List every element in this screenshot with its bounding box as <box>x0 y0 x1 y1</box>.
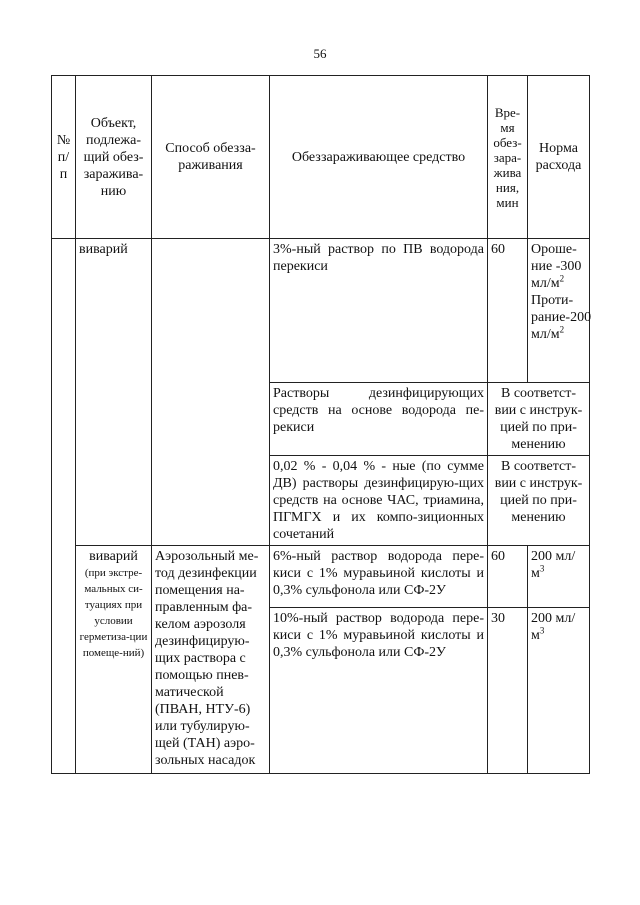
instruction-cell: В соответст-вии с инструк-цией по при-менению <box>488 383 590 456</box>
disinfection-table <box>51 75 590 774</box>
time-cell: 30 <box>488 608 528 774</box>
time-cell: 60 <box>488 239 528 383</box>
object-cell: виварий <box>76 239 152 546</box>
norm-cell: 200 $мл/м^3$ <box>528 546 590 608</box>
page-number: 56 <box>313 46 327 61</box>
header-time: Вре-мя обез-зара-жива ния, мин <box>488 76 528 239</box>
object-name: виварий <box>89 549 138 564</box>
num-cell <box>52 239 76 774</box>
header-num: № п/п <box>52 76 76 239</box>
object-note: (при экстре-мальных си-туациях при условии герметиза-ции помеще-ний) <box>79 567 148 659</box>
header-object: Объект, подлежа-щий обез-заражива-нию <box>76 76 152 239</box>
method-cell <box>152 239 270 546</box>
table-header-row <box>52 76 590 239</box>
norm-cell <box>528 239 590 383</box>
norm-irrigation: Ороше-ние -300 $мл/м^2$ <box>531 242 582 291</box>
table-row <box>52 546 590 608</box>
object-cell <box>76 546 152 774</box>
agent-cell: 10%-ный раствор водорода пере-киси с 1% муравьиной кислоты и 0,3% сульфонола или СФ-2У <box>270 608 488 774</box>
header-agent: Обеззараживающее средство <box>270 76 488 239</box>
instruction-cell: В соответст-вии с инструк-цией по при-менению <box>488 456 590 546</box>
header-method: Способ обезза-раживания <box>152 76 270 239</box>
agent-cell: 0,02 % - 0,04 % - ные (по сумме ДВ) растворы дезинфицирую-щих средств на основе ЧАС, триамина, ПГМГХ и их компо-зиционных сочетаний <box>270 456 488 546</box>
agent-cell: 3%-ный раствор по ПВ водорода перекиси <box>270 239 488 383</box>
norm-cell: 200 $мл/м^3$ <box>528 608 590 774</box>
method-cell: Аэрозольный ме-тод дезинфекции помещения на-правленным фа-келом аэрозоля дезинфицирую-щих раствора с помощью пнев-матической (ПВАН, НТУ-6) или тубулирую-щей (ТАН) аэро-зольных насадок <box>152 546 270 774</box>
header-norm: Норма расхода <box>528 76 590 239</box>
time-cell: 60 <box>488 546 528 608</box>
agent-cell: Растворы дезинфицирующих средств на основе водорода пе-рекиси <box>270 383 488 456</box>
agent-cell: 6%-ный раствор водорода пере-киси с 1% муравьиной кислоты и 0,3% сульфонола или СФ-2У <box>270 546 488 608</box>
norm-wiping: Проти-рание-200 $мл/м^2$ <box>531 293 592 342</box>
table-row <box>52 239 590 383</box>
